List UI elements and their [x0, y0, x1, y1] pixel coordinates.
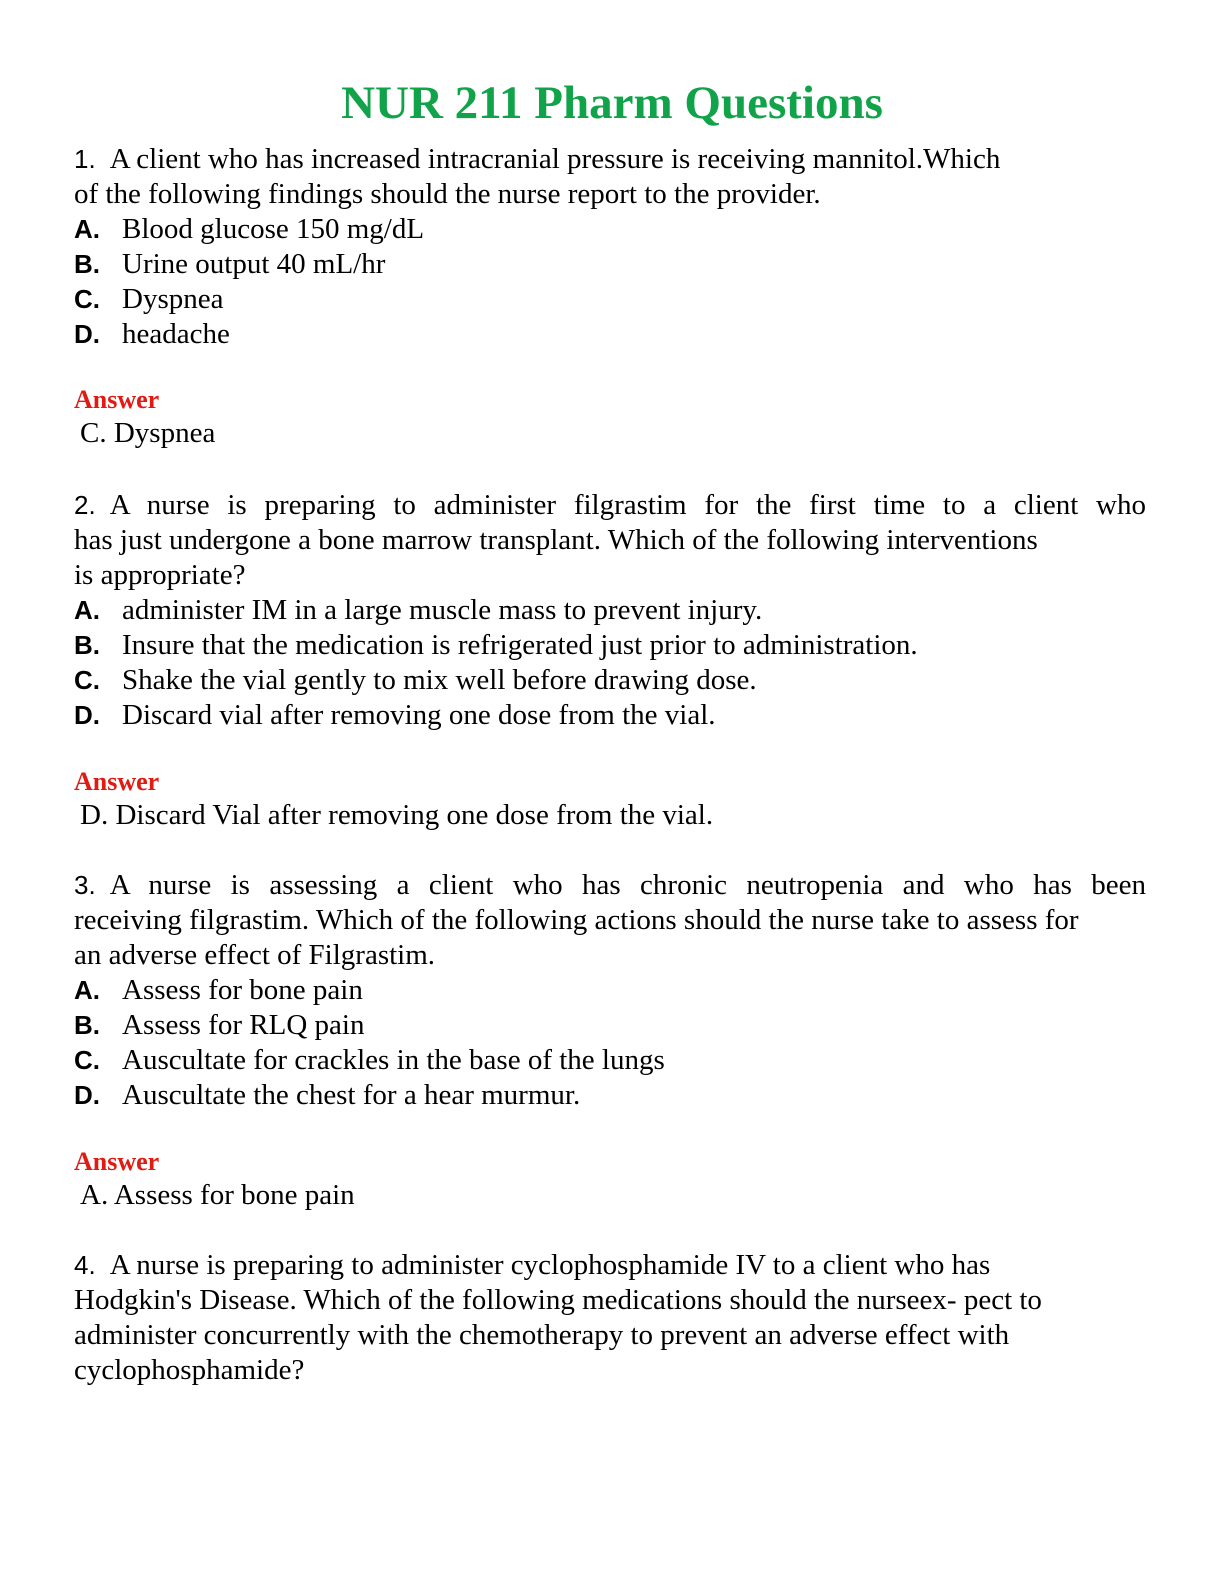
answer-label: Answer	[74, 385, 160, 414]
answer-label: Answer	[74, 767, 160, 796]
option-letter: D.	[74, 1080, 100, 1110]
answer-text: C. Dyspnea	[80, 417, 216, 449]
question-line	[74, 142, 1146, 177]
question-number: 2.	[74, 490, 96, 520]
option-b	[74, 1008, 1146, 1043]
question-text: is appropriate?	[74, 559, 246, 591]
question-text: cyclophosphamide?	[74, 1354, 305, 1386]
option-b	[74, 628, 1146, 663]
option-text: Urine output 40 mL/hr	[122, 248, 386, 280]
answer-label: Answer	[74, 1147, 160, 1176]
question-line	[74, 1248, 1146, 1283]
option-letter: A.	[74, 214, 100, 244]
option-c	[74, 1043, 1146, 1078]
question-text: A nurse is assessing a client who has chronic neutropenia and who has been	[109, 869, 1146, 901]
option-text: Dyspnea	[122, 283, 224, 315]
question-text: Hodgkin's Disease. Which of the following medications should the nurseex- pect to	[74, 1284, 1042, 1316]
option-text: Blood glucose 150 mg/dL	[122, 213, 425, 245]
option-a	[74, 212, 1146, 247]
option-text: Discard vial after removing one dose from the vial.	[122, 699, 716, 731]
option-c	[74, 663, 1146, 698]
option-letter: A.	[74, 595, 100, 625]
question-text: A nurse is preparing to administer filgrastim for the first time to a client who	[109, 489, 1146, 521]
question-1	[74, 142, 1146, 352]
question-line	[74, 868, 1146, 903]
question-text: an adverse effect of Filgrastim.	[74, 939, 436, 971]
question-number: 1.	[74, 144, 96, 174]
question-2	[74, 488, 1146, 733]
option-a	[74, 973, 1146, 1008]
option-letter: B.	[74, 249, 100, 279]
option-text: headache	[122, 318, 230, 350]
question-text: A client who has increased intracranial pressure is receiving mannitol.Which	[109, 143, 1001, 175]
option-text: Assess for bone pain	[122, 974, 363, 1006]
question-4	[74, 1248, 1146, 1388]
option-letter: C.	[74, 284, 100, 314]
option-c	[74, 282, 1146, 317]
option-letter: B.	[74, 1010, 100, 1040]
question-text: has just undergone a bone marrow transplant. Which of the following interventions	[74, 524, 1038, 556]
answer-text: D. Discard Vial after removing one dose from the vial.	[80, 799, 714, 831]
option-d	[74, 1078, 1146, 1113]
question-number: 4.	[74, 1250, 96, 1280]
option-letter: D.	[74, 319, 100, 349]
answer-1	[74, 384, 1146, 451]
page-title: NUR 211 Pharm Questions	[341, 77, 883, 129]
option-b	[74, 247, 1146, 282]
option-letter: C.	[74, 1045, 100, 1075]
option-text: Auscultate for crackles in the base of the lungs	[122, 1044, 665, 1076]
question-text: administer concurrently with the chemotherapy to prevent an adverse effect with	[74, 1319, 1010, 1351]
option-letter: A.	[74, 975, 100, 1005]
question-number: 3.	[74, 870, 96, 900]
option-text: Assess for RLQ pain	[122, 1009, 365, 1041]
question-text: A nurse is preparing to administer cyclophosphamide IV to a client who has	[109, 1249, 991, 1281]
question-3	[74, 868, 1146, 1113]
question-line	[74, 488, 1146, 523]
answer-text: A. Assess for bone pain	[80, 1179, 355, 1211]
option-a	[74, 593, 1146, 628]
question-text: of the following findings should the nurse report to the provider.	[74, 178, 821, 210]
option-d	[74, 698, 1146, 733]
answer-3	[74, 1146, 1146, 1213]
option-text: Shake the vial gently to mix well before drawing dose.	[122, 664, 757, 696]
option-letter: C.	[74, 665, 100, 695]
option-d	[74, 317, 1146, 352]
option-text: Auscultate the chest for a hear murmur.	[122, 1079, 581, 1111]
option-text: Insure that the medication is refrigerated just prior to administration.	[122, 629, 918, 661]
option-letter: D.	[74, 700, 100, 730]
option-text: administer IM in a large muscle mass to prevent injury.	[122, 594, 763, 626]
answer-2	[74, 766, 1146, 833]
question-text: receiving filgrastim. Which of the following actions should the nurse take to assess for	[74, 904, 1079, 936]
option-letter: B.	[74, 630, 100, 660]
